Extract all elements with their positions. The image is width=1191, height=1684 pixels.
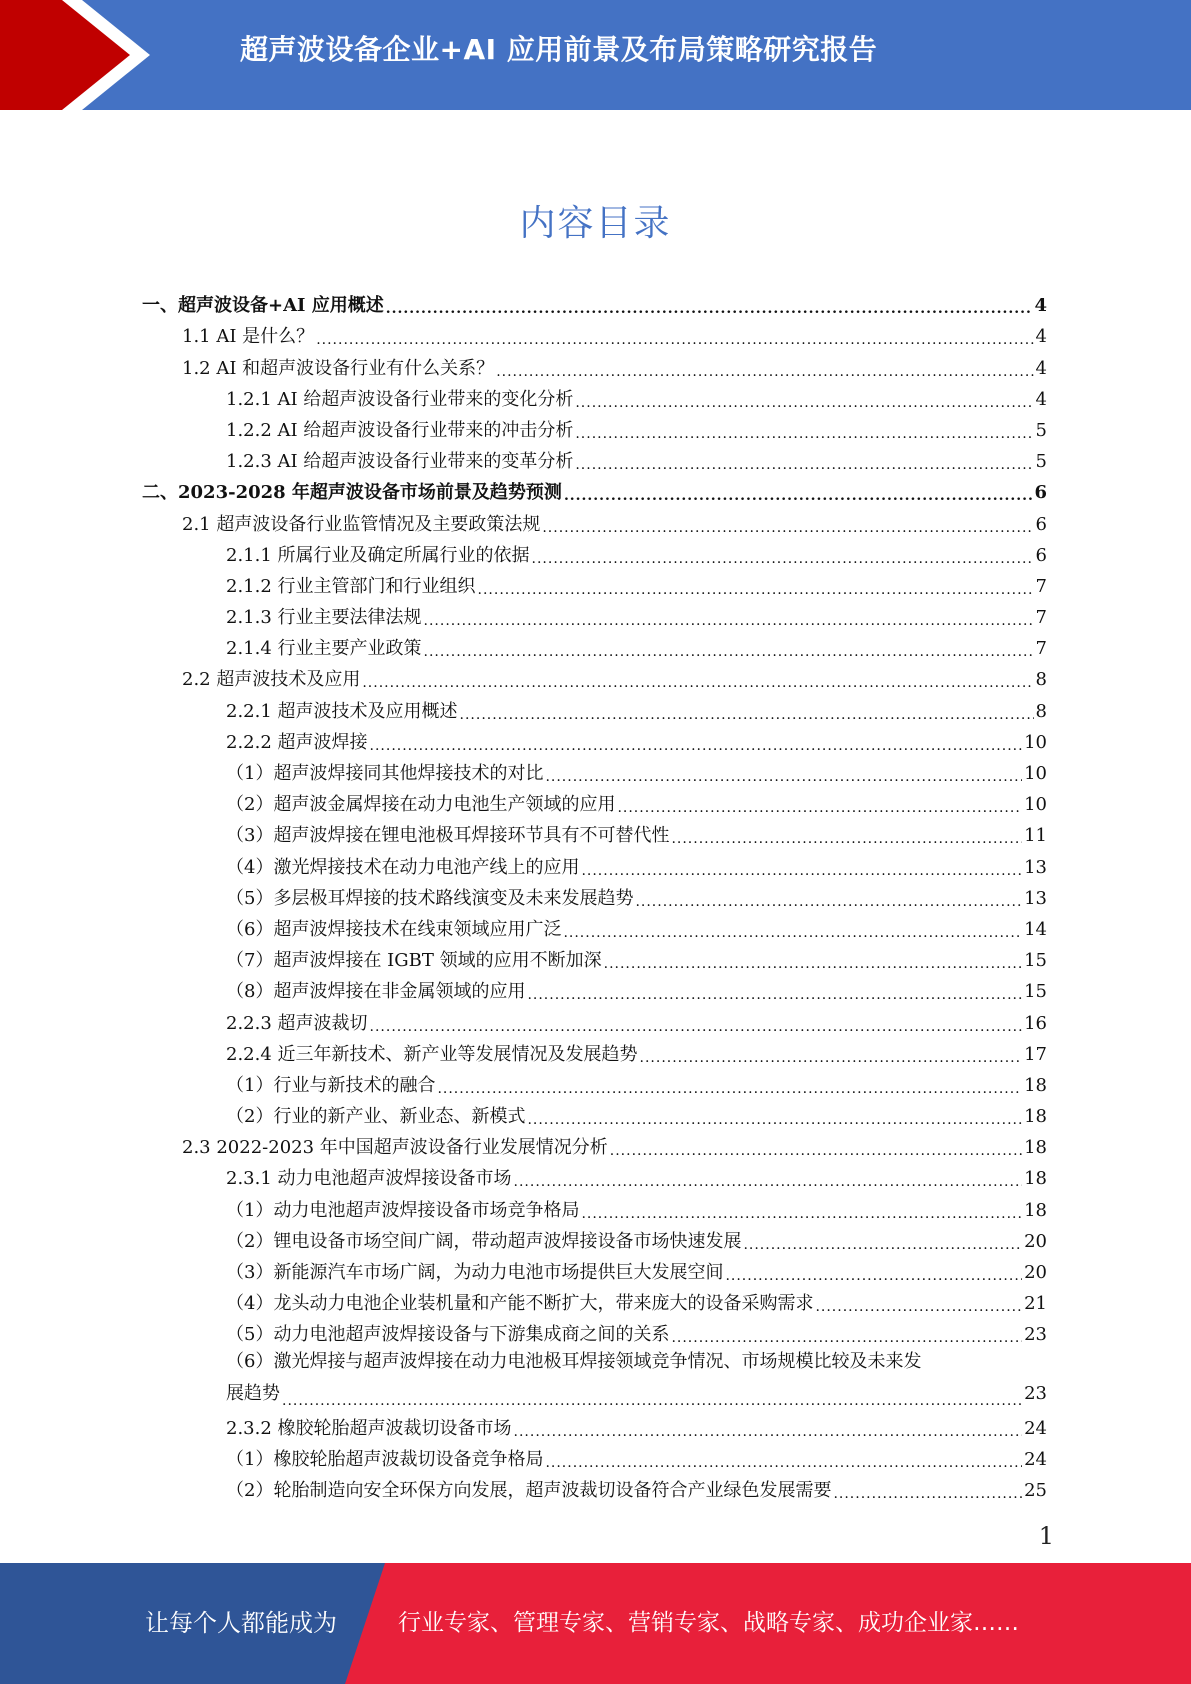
- toc-entry-page: 6: [1034, 482, 1047, 504]
- report-title: 超声波设备企业+AI 应用前景及布局策略研究报告: [240, 33, 878, 66]
- toc-leader-dots: [564, 482, 1033, 504]
- toc-leader-dots: [514, 1168, 1023, 1190]
- toc-entry-label: （1）行业与新技术的融合: [226, 1074, 436, 1096]
- toc-entry[interactable]: [142, 660, 1047, 691]
- toc-entry-page: 13: [1024, 887, 1047, 909]
- toc-entry[interactable]: [142, 1315, 1047, 1346]
- toc-leader-dots: [575, 389, 1033, 411]
- toc-leader-dots: [640, 1044, 1023, 1066]
- toc-entry-page: 14: [1024, 918, 1047, 940]
- toc-entry[interactable]: [142, 380, 1047, 411]
- toc-entry-label: 1.2.1 AI 给超声波设备行业带来的变化分析: [226, 388, 574, 410]
- toc-heading: 内容目录: [519, 203, 672, 244]
- toc-entry-label: 2.2.1 超声波技术及应用概述: [226, 700, 458, 722]
- toc-entry-label: 2.1 超声波设备行业监管情况及主要政策法规: [182, 513, 541, 535]
- toc-leader-dots: [514, 1418, 1023, 1440]
- toc-leader-dots: [370, 732, 1023, 754]
- toc-leader-dots: [527, 981, 1022, 1003]
- toc-entry[interactable]: [142, 1035, 1047, 1066]
- toc-entry-page: 4: [1035, 388, 1047, 410]
- toc-entry[interactable]: [142, 473, 1047, 504]
- toc-entry-label: 2.2.4 近三年新技术、新产业等发展情况及发展趋势: [226, 1043, 638, 1065]
- footer-slogan-right: 行业专家、管理专家、营销专家、战略专家、成功企业家……: [398, 1610, 1019, 1636]
- toc-entry-page: 7: [1035, 575, 1047, 597]
- toc-entry[interactable]: [142, 1440, 1047, 1471]
- toc-entry-page: 16: [1024, 1012, 1047, 1034]
- toc-entry-page: 5: [1035, 451, 1047, 473]
- toc-entry-label: （6）超声波焊接技术在线束领域应用广泛: [226, 918, 562, 940]
- toc-leader-dots: [527, 1106, 1022, 1128]
- toc-leader-dots: [671, 1324, 1022, 1346]
- toc-entry[interactable]: [142, 317, 1047, 348]
- toc-leader-dots: [581, 857, 1022, 879]
- toc-entry-page: 20: [1024, 1262, 1047, 1283]
- toc-leader-dots: [282, 1387, 1022, 1409]
- toc-leader-dots: [617, 794, 1022, 816]
- toc-entry[interactable]: [142, 536, 1047, 567]
- toc-entry-label: （2）超声波金属焊接在动力电池生产领域的应用: [226, 794, 616, 816]
- toc-entry-label: （1）超声波焊接同其他焊接技术的对比: [226, 763, 544, 784]
- toc-entry[interactable]: [142, 847, 1047, 878]
- toc-leader-dots: [743, 1231, 1022, 1253]
- toc-leader-dots: [635, 888, 1022, 910]
- toc-entry-label: 2.1.2 行业主管部门和行业组织: [226, 575, 476, 597]
- footer-bar: [0, 1563, 1191, 1684]
- toc-entry-page: 11: [1024, 825, 1047, 847]
- toc-entry[interactable]: [142, 1253, 1047, 1284]
- toc-entry-label: （5）动力电池超声波焊接设备与下游集成商之间的关系: [226, 1324, 670, 1346]
- toc-entry-page: 10: [1024, 731, 1047, 753]
- toc-entry-page: 7: [1035, 638, 1047, 660]
- toc-entry[interactable]: [142, 348, 1047, 379]
- toc-entry-label: 2.2 超声波技术及应用: [182, 669, 361, 691]
- toc-leader-dots: [604, 950, 1022, 972]
- toc-entry-label: 展趋势: [226, 1382, 280, 1404]
- toc-entry-page: 4: [1035, 357, 1047, 379]
- toc-entry-page: 13: [1024, 856, 1047, 878]
- toc-entry[interactable]: [142, 629, 1047, 660]
- toc-entry-label: （6）激光焊接与超声波焊接在动力电池极耳焊接领域竞争情况、市场规模比较及未来发: [226, 1351, 922, 1373]
- toc-entry-label: （4）激光焊接技术在动力电池产线上的应用: [226, 856, 580, 878]
- toc-entry-page: 18: [1024, 1199, 1047, 1221]
- toc-entry-page: 10: [1024, 763, 1047, 784]
- toc-entry-label: （3）超声波焊接在锂电池极耳焊接环节具有不可替代性: [226, 825, 670, 847]
- toc-leader-dots: [671, 825, 1022, 847]
- toc-entry[interactable]: [142, 723, 1047, 754]
- toc-entry-label: 二、2023-2028 年超声波设备市场前景及趋势预测: [142, 482, 562, 504]
- toc-leader-dots: [575, 451, 1033, 473]
- toc-entry-page: 6: [1035, 544, 1047, 566]
- toc-entry[interactable]: [142, 1003, 1047, 1034]
- toc-entry-page: 10: [1024, 794, 1047, 816]
- toc-entry[interactable]: [142, 879, 1047, 910]
- toc-entry[interactable]: [142, 1190, 1047, 1221]
- toc-entry[interactable]: [142, 286, 1047, 317]
- toc-entry[interactable]: [142, 567, 1047, 598]
- toc-entry-page: 24: [1024, 1449, 1047, 1471]
- toc-entry-page: 21: [1024, 1293, 1047, 1315]
- toc-entry-label: 1.2 AI 和超声波设备行业有什么关系？: [182, 357, 495, 379]
- toc-leader-dots: [532, 545, 1034, 567]
- toc-leader-dots: [833, 1480, 1022, 1502]
- toc-entry-page: 24: [1024, 1417, 1047, 1439]
- toc-entry-page: 17: [1024, 1043, 1047, 1065]
- toc-entry-page: 5: [1035, 419, 1047, 441]
- toc-entry[interactable]: [142, 785, 1047, 816]
- toc-entry-page: 8: [1035, 700, 1047, 722]
- toc-entry-page: 7: [1035, 607, 1047, 629]
- toc-entry-page: 4: [1034, 295, 1047, 317]
- toc-entry[interactable]: [142, 972, 1047, 1003]
- toc-entry-label: 1.2.3 AI 给超声波设备行业带来的变革分析: [226, 451, 574, 473]
- toc-entry-page: 18: [1024, 1137, 1047, 1159]
- toc-entry-page: 8: [1035, 669, 1047, 691]
- toc-leader-dots: [437, 1075, 1022, 1097]
- toc-entry-label: 2.3 2022-2023 年中国超声波设备行业发展情况分析: [182, 1137, 608, 1159]
- toc-entry-label: 2.2.3 超声波裁切: [226, 1012, 368, 1034]
- toc-entry-page: 18: [1024, 1106, 1047, 1128]
- toc-entry-page: 18: [1024, 1168, 1047, 1190]
- toc-entry[interactable]: [142, 1346, 1047, 1408]
- toc-entry-page: 20: [1024, 1230, 1047, 1252]
- toc-entry[interactable]: [142, 1409, 1047, 1440]
- toc-entry-page: 23: [1024, 1382, 1047, 1404]
- toc-entry-label: 一、超声波设备+AI 应用概述: [142, 295, 384, 317]
- toc-leader-dots: [815, 1293, 1022, 1315]
- toc-leader-dots: [316, 326, 1033, 348]
- toc-entry-page: 23: [1024, 1324, 1047, 1346]
- toc-leader-dots: [362, 669, 1033, 691]
- toc-leader-dots: [460, 701, 1034, 723]
- toc-entry-label: （5）多层极耳焊接的技术路线演变及未来发展趋势: [226, 887, 634, 909]
- toc-entry-label: （3）新能源汽车市场广阔，为动力电池市场提供巨大发展空间: [226, 1262, 724, 1283]
- toc-entry[interactable]: [142, 411, 1047, 442]
- toc-leader-dots: [725, 1262, 1022, 1284]
- toc-leader-dots: [424, 638, 1034, 660]
- toc-leader-dots: [386, 295, 1033, 317]
- toc-entry[interactable]: [142, 691, 1047, 722]
- toc-entry[interactable]: [142, 1159, 1047, 1190]
- toc-entry-page: 18: [1024, 1074, 1047, 1096]
- toc-leader-dots: [424, 607, 1034, 629]
- toc-entry-label: 1.2.2 AI 给超声波设备行业带来的冲击分析: [226, 419, 574, 441]
- toc-entry[interactable]: [142, 1066, 1047, 1097]
- toc-entry-label: （2）锂电设备市场空间广阔，带动超声波焊接设备市场快速发展: [226, 1230, 742, 1252]
- toc-entry-label: （1）动力电池超声波焊接设备市场竞争格局: [226, 1199, 580, 1221]
- toc-entry[interactable]: [142, 1471, 1047, 1502]
- toc-entry-label: 2.3.2 橡胶轮胎超声波裁切设备市场: [226, 1417, 512, 1439]
- toc-entry-page: 15: [1024, 981, 1047, 1003]
- toc-entry[interactable]: [142, 1128, 1047, 1159]
- toc-entry-label: （2）轮胎制造向安全环保方向发展，超声波裁切设备符合产业绿色发展需要: [226, 1480, 832, 1502]
- toc-entry[interactable]: [142, 754, 1047, 785]
- table-of-contents: [142, 286, 1047, 1502]
- toc-leader-dots: [563, 919, 1022, 941]
- toc-entry-label: （7）超声波焊接在 IGBT 领域的应用不断加深: [226, 950, 602, 972]
- toc-entry-label: 2.3.1 动力电池超声波焊接设备市场: [226, 1168, 512, 1190]
- toc-entry[interactable]: [142, 1097, 1047, 1128]
- toc-leader-dots: [496, 358, 1033, 380]
- toc-entry[interactable]: [142, 910, 1047, 941]
- footer-slogan-left: 让每个人都能成为: [145, 1609, 337, 1637]
- toc-entry[interactable]: [142, 598, 1047, 629]
- toc-entry[interactable]: [142, 941, 1047, 972]
- toc-entry-page: 6: [1035, 513, 1047, 535]
- toc-leader-dots: [545, 763, 1022, 785]
- page-number: 1: [1038, 1522, 1054, 1550]
- toc-entry-page: 4: [1035, 326, 1047, 348]
- toc-leader-dots: [545, 1449, 1022, 1471]
- toc-entry-label: （4）龙头动力电池企业装机量和产能不断扩大，带来庞大的设备采购需求: [226, 1293, 814, 1315]
- toc-leader-dots: [581, 1200, 1022, 1222]
- toc-entry[interactable]: [142, 1284, 1047, 1315]
- toc-leader-dots: [370, 1013, 1023, 1035]
- toc-entry-label: 2.1.3 行业主要法律法规: [226, 607, 422, 629]
- toc-entry[interactable]: [142, 442, 1047, 473]
- toc-entry-page: 25: [1024, 1480, 1047, 1502]
- toc-entry-label: 2.2.2 超声波焊接: [226, 731, 368, 753]
- toc-entry-label: （1）橡胶轮胎超声波裁切设备竞争格局: [226, 1449, 544, 1471]
- toc-entry-label: （2）行业的新产业、新业态、新模式: [226, 1106, 526, 1128]
- toc-entry-label: 1.1 AI 是什么？: [182, 326, 315, 348]
- header-bar: [0, 0, 1191, 110]
- toc-entry[interactable]: [142, 816, 1047, 847]
- toc-leader-dots: [610, 1137, 1022, 1159]
- toc-entry[interactable]: [142, 504, 1047, 535]
- toc-entry-page: 15: [1024, 950, 1047, 972]
- toc-entry-label: （8）超声波焊接在非金属领域的应用: [226, 981, 526, 1003]
- toc-leader-dots: [575, 420, 1033, 442]
- toc-entry-label: 2.1.1 所属行业及确定所属行业的依据: [226, 544, 530, 566]
- toc-entry-label: 2.1.4 行业主要产业政策: [226, 638, 422, 660]
- toc-leader-dots: [478, 576, 1034, 598]
- toc-entry[interactable]: [142, 1222, 1047, 1253]
- toc-leader-dots: [542, 514, 1033, 536]
